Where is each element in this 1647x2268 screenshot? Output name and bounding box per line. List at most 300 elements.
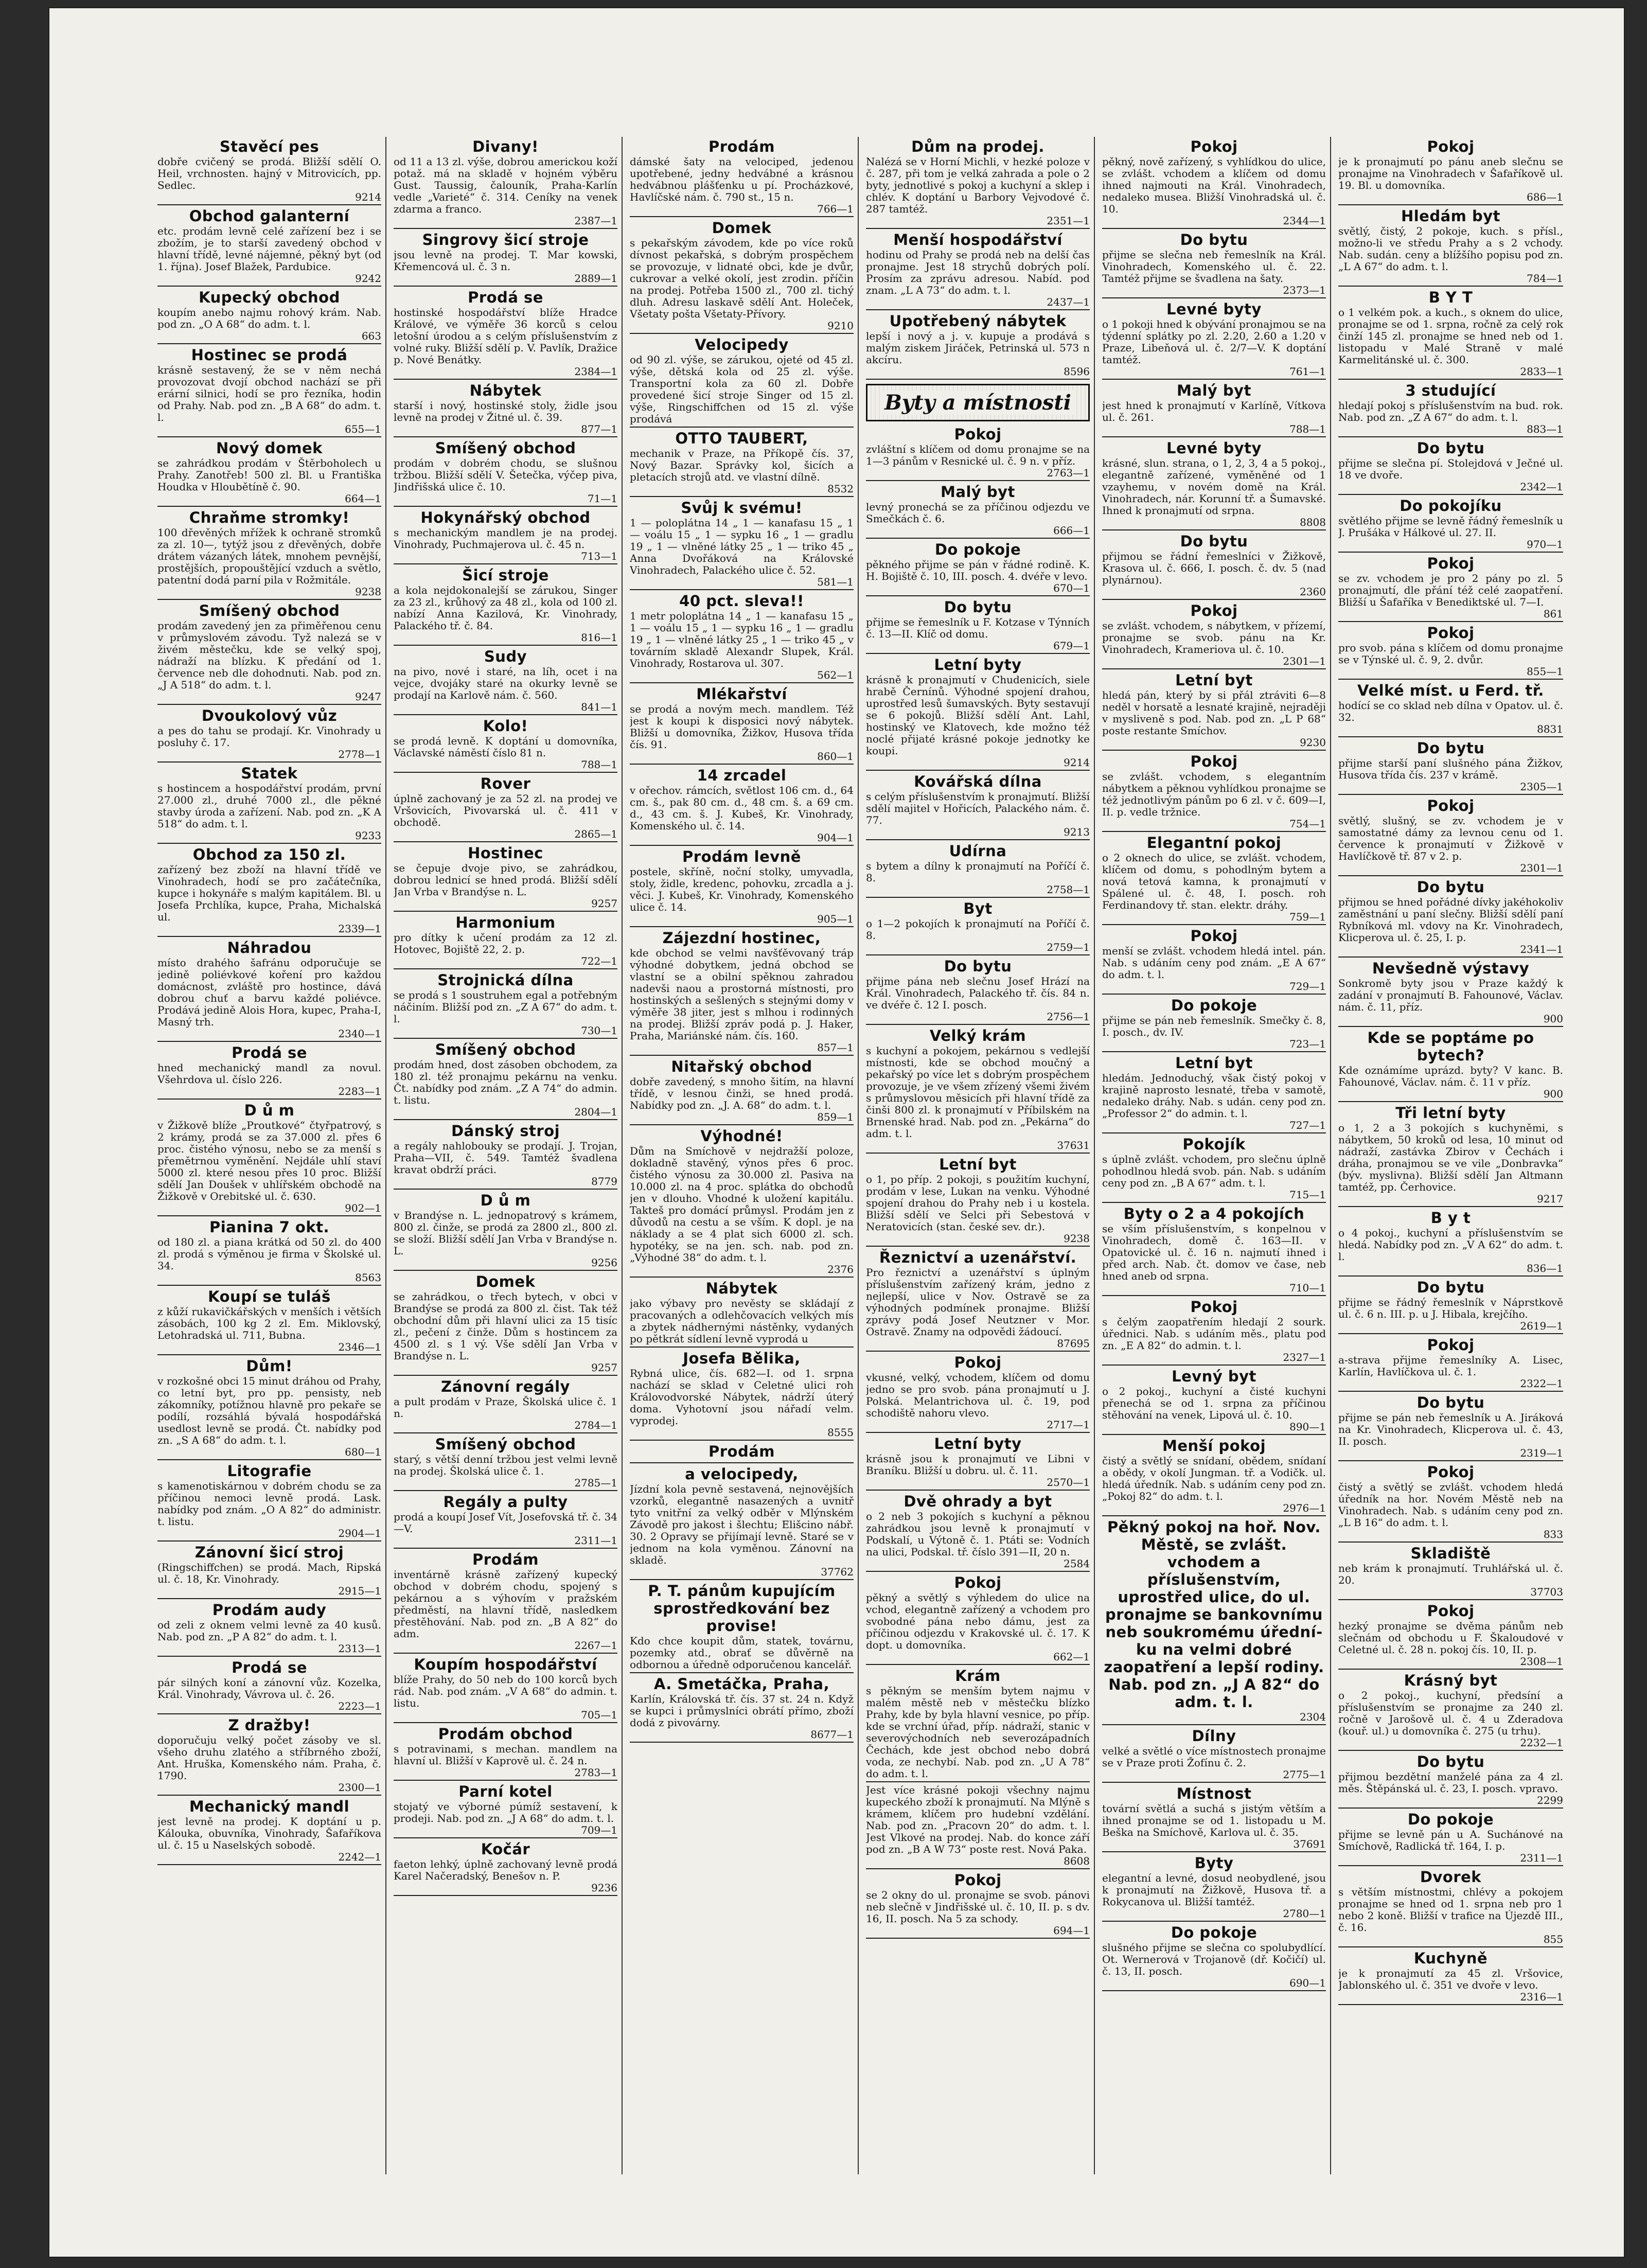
ad-text: v Brandýse n. L. jednopatrový s krámem, 800 zl. činže, se prodá za 2800 zl., 800 zl. se složí. Bližší sdělí Jan Vrba v Brandýse n. L. (394, 1209, 617, 1257)
classified-ad (630, 685, 854, 765)
ad-number: 836—1 (1527, 1262, 1563, 1274)
ad-text: dobře cvičený se prodá. Bližší sdělí O. Heil, vrchnosten. hajný v Mitrovicích, pp. Sedlec. (157, 155, 381, 191)
classified-ad (866, 483, 1090, 539)
ad-number: 857—1 (817, 1041, 854, 1054)
ad-number: 727—1 (1289, 1119, 1326, 1131)
ad-text: s kamenotiskárnou v dobrém chodu se za příčinou nemoci levně prodá. Lask. nabídky pod znám. „O A 82“ do administr. t. listu. (157, 1480, 381, 1528)
ad-text: přijmou se řádní řemeslníci v Žižkově, Krasova ul. č. 666, I. posch. č. dv. 5 (nad plynárnou). (1102, 550, 1326, 586)
ad-heading: Pokoj (954, 1871, 1002, 1889)
ad-text: Rybná ulice, čís. 682—I. od 1. srpna nachází se sklad v Celetné ulici roh Královodvorské Nábytek, nádrží úterý doma. Vyhotovní jsou nářadí velm. vyprodej. (630, 1367, 854, 1427)
ad-heading: Prodá se (232, 1659, 307, 1676)
ad-text: se čepuje dvoje pivo, se zahrádkou, dobrou lednicí se hned prodá. Bližší sdělí Jan Vrba v Brandýse n. L. (394, 862, 617, 898)
ad-number: 2763—1 (1047, 467, 1090, 479)
classified-ad (1338, 1545, 1563, 1600)
classified-ad (1102, 382, 1326, 437)
ad-text: se zvlášt. vchodem, s nábytkem, v přízemí, pronajme se svob. pánu na Kr. Vinohradech, Krameriova ul. č. 10. (1102, 619, 1326, 655)
ad-number: 9213 (1064, 826, 1090, 838)
ad-text: se zvlášt. vchodem, s elegantním nábytkem a pěknou vyhlídkou pronajme se též jednotlivým pánům po 6 zl. v č. 609—I, II. p. vedle tržnice. (1102, 770, 1326, 818)
ad-number: 8563 (355, 1271, 381, 1284)
ad-heading: Dům! (246, 1357, 293, 1375)
ad-text: prodám hned, dost zásoben obchodem, za 180 zl. též pronajmu pekárnu na venku. Čt. nabídky pod znám. „Z A 74“ do admin. t. listu. (394, 1058, 617, 1106)
ad-heading: Letní byty (934, 656, 1022, 674)
classified-ad (866, 1435, 1090, 1491)
ad-heading: Domek (712, 219, 772, 237)
ad-text: v Žižkově blíže „Proutkové“ čtyřpatrový, s 2 krámy, prodá se za 37.000 zl. přes 6 proc. čistého výnosu, nebo se za menší s přemětrnou vyměnění. Nejdále uhlí staví 5000 zl. které nesou přes 10 proc. Bližší sdělí Jan Doušek v uhlířském obchodě na Žižkově v Orebitské ul. č. 630. (157, 1119, 381, 1202)
ad-text: přijme se řemeslník u F. Kotzase v Týnních č. 13—II. Klíč od domu. (866, 616, 1090, 640)
ad-heading: Parní kotel (458, 1783, 553, 1800)
ad-text: s kuchyní a pokojem, pekárnou s vedlejší místnosti, kde se obchod moučný a pekařský po více let s dobrým prospěchem provozuje, je ve všem zřízený všemi živém s průmyslovou měsicích při hlavní třídě za činši 800 zl. k pronajmutí v Příbilském na Brnenské hrad. Nab. pod zn. „Pekárna“ do adm. t. l. (866, 1044, 1090, 1140)
ad-number: 2232—1 (1520, 1737, 1563, 1749)
ad-heading: Pokoj (1427, 1602, 1475, 1620)
classified-ad (157, 207, 381, 287)
classified-ad (394, 289, 617, 380)
ad-heading: Letní byt (1175, 1054, 1253, 1072)
ad-heading: Pokoj (1190, 927, 1238, 945)
classified-ad (394, 1783, 617, 1838)
ad-heading: Hostinec (468, 844, 543, 862)
classified-ad (1102, 439, 1326, 530)
ad-text: (Ringschiffchen) se prodá. Mach, Ripská ul. č. 18, Kr. Vinohrady. (157, 1561, 381, 1585)
ad-heading: Kolo! (483, 717, 528, 735)
ad-text: starší i nový, hostinské stoly, židle jsou levně na prodej v Žitné ul. č. 39. (394, 399, 617, 423)
ad-heading: Dánský stroj (451, 1122, 560, 1140)
ad-number: 723—1 (1289, 1038, 1326, 1050)
ad-number: 663 (361, 330, 381, 342)
classified-ad (1102, 1368, 1326, 1435)
classified-ad (866, 598, 1090, 654)
ad-heading: Statek (241, 765, 298, 782)
ad-heading: Singrovy šicí stroje (422, 231, 589, 249)
ad-heading: Obchod galanterní (189, 207, 350, 225)
column-5 (1102, 137, 1331, 2174)
ad-heading: Pokoj (1190, 1298, 1238, 1316)
ad-text: elegantní a levné, dosud neobydlené, jsou k pronajmutí na Žižkově, Husova tř. a Rokycanova ul. Bližší tamtéž. (1102, 1872, 1326, 1908)
ad-text: o 2 neb 3 pokojích s kuchyní a pěknou zahrádkou jsou levně k pronajmutí v Podskalí, u Výtoně č. 1. Ptáti se: Vodních na ulici, Podskal. tř. číslo 391—II, 20 n. (866, 1510, 1090, 1558)
ad-number: 2780—1 (1283, 1907, 1326, 1920)
ad-number: 2360 (1300, 586, 1326, 598)
ad-heading: Pokoj (1427, 555, 1475, 572)
ad-number: 905—1 (817, 913, 854, 925)
ad-number: 904—1 (817, 831, 854, 844)
ad-text: s čelým zaopatřením hledají 2 sourk. úřednici. Nab. s udáním měs., platu pod zn. „E A 82“ do admin. t. l. (1102, 1316, 1326, 1352)
classified-ad (157, 1716, 381, 1796)
classified-ad (394, 509, 617, 564)
classified-ad (630, 138, 854, 217)
classified-ad (630, 1350, 854, 1441)
classified-ad (157, 1462, 381, 1541)
ad-text: čistý a světlý se zvlášt. vchodem hledá úředník na hor. Novém Městě neb na Vinohradech. Nab. s udáním ceny pod zn. „L B 16“ do adm. t. l. (1338, 1481, 1563, 1529)
ad-heading: Pokojík (1182, 1136, 1246, 1153)
ad-heading: Dům na prodej. (911, 138, 1044, 155)
ad-number: 2778—1 (338, 748, 381, 760)
ad-heading: Dílny (1192, 1727, 1236, 1745)
ad-number: 2283—1 (338, 1085, 381, 1097)
classified-ad (1338, 682, 1563, 737)
ad-text: 100 dřevěných mřížek k ochraně stromků za zl. 10—, tytýž jsou z dřevěných, dobře drátem vázaných látek, mnohem pevnější, prostějších, propouštějící vzduch a světlo, patentní dodá parní pila v Rožmitále. (157, 526, 381, 586)
ad-text: stojatý ve výborné púmíž sestavení, k prodeji. Nab. pod zn. „J A 68“ do adm. t. l. (394, 1800, 617, 1824)
ad-heading: Obchod za 150 zl. (192, 846, 346, 863)
ad-text: s větším místnostmi, chlévy a pokojem pronajme se hned od 1. srpna neb pro 1 nebo 2 koně. Bližší v trafice na Újezdě III., č. 16. (1338, 1886, 1563, 1934)
ad-number: 833 (1543, 1528, 1563, 1540)
classified-ad (1338, 289, 1563, 380)
ad-text: neb krám k pronajmutí. Truhlářská ul. č. 20. (1338, 1562, 1563, 1586)
ad-heading: Hokynářský obchod (420, 509, 591, 526)
ad-heading: Náhradou (227, 939, 312, 956)
ad-number: 713—1 (581, 550, 617, 562)
ad-number: 2304 (1300, 1711, 1326, 1723)
ad-number: 2889—1 (574, 272, 617, 285)
ad-number: 784—1 (1527, 272, 1563, 285)
ad-heading: Sudy (484, 648, 527, 665)
ad-text: se zv. vchodem je pro 2 pány po zl. 5 pronajmutí, dle přání též celé zaopatření. Bližší u Šafaříka v Benediktské ul. 7—I. (1338, 572, 1563, 608)
ad-number: 2267—1 (574, 1639, 617, 1652)
ad-number: 710—1 (1289, 1282, 1326, 1294)
ad-number: 902—1 (345, 1202, 381, 1214)
classified-ad (630, 1582, 854, 1673)
ad-text: přijme se slečna neb řemeslník na Král. Vinohradech, Komenského ul. č. 22. Tamtéž přijme se švadlena na šaty. (1102, 249, 1326, 285)
ad-heading: Do bytu (1180, 231, 1248, 249)
newspaper-page (49, 8, 1624, 2257)
ad-number: 759—1 (1289, 911, 1326, 923)
ad-heading: Krám (955, 1667, 1001, 1685)
ad-number: 705—1 (581, 1709, 617, 1721)
classified-ad (1338, 1104, 1563, 1207)
ad-heading: Prodá se (468, 289, 543, 306)
classified-ad (1338, 1463, 1563, 1543)
classified-ad (630, 219, 854, 334)
ad-number: 715—1 (1289, 1189, 1326, 1201)
ad-text: přijmou bezdětní manželé pána za 4 zl. měs. Štěpánská ul. č. 23, I. posch. vpravo. (1338, 1770, 1563, 1795)
classified-ad (866, 1667, 1090, 1782)
ad-number: 2619—1 (1520, 1320, 1563, 1332)
ad-number: 8532 (827, 483, 854, 495)
classified-ad (1338, 1950, 1563, 2005)
ad-heading: Svůj k svému! (681, 499, 803, 517)
ad-text: tovární světlá a suchá s jistým větším a ihned pronajme se od 1. listopadu u M. Beška na Smíchově, Karlova ul. č. 35. (1102, 1802, 1326, 1838)
classified-ad (1102, 997, 1326, 1052)
ad-text: se zahrádkou, o třech bytech, v obci v Brandýse se prodá za 800 zl. čist. Tak též obchodní dům při hlavní ulici za 15 tisíc zl., pečení z činže. Dům s hostincem za 4500 zl. s 1 vý. Vše sdělí Jan Vrba v Brandýse n. L. (394, 1290, 617, 1362)
classified-columns (157, 137, 1567, 2174)
classified-ad (394, 971, 617, 1039)
ad-number: 2376 (827, 1263, 854, 1275)
classified-ad (1338, 1394, 1563, 1461)
classified-ad (394, 1551, 617, 1654)
ad-number: 2301—1 (1283, 655, 1326, 667)
ad-text: koupím anebo najmu rohový krám. Nab. pod zn. „O A 68“ do adm. t. l. (157, 306, 381, 330)
ad-number: 8555 (827, 1426, 854, 1439)
ad-number: 841—1 (581, 701, 617, 713)
classified-ad (157, 1102, 381, 1216)
ad-text: krásné, slun. strana, o 1, 2, 3, 4 a 5 pokoj., elegantně zařízené, vyměněné od 1 vzayhemu, v novém domě na Král. Vinohradech, nár. Korunní tř. a Šumavské. Ihned k pronajmutí od srpna. (1102, 457, 1326, 517)
ad-number: 890—1 (1289, 1421, 1326, 1433)
ad-text: velké a světlé o více místnostech pronajme se v Praze proti Žofínu č. 2. (1102, 1745, 1326, 1769)
classified-ad (157, 138, 381, 205)
ad-heading: Byt (963, 900, 993, 917)
classified-ad (1338, 1602, 1563, 1670)
ad-text: se 2 okny do ul. pronajme se svob. pánovi neb slečně v Jindřišské ul. č. 10, II. p. s dv. 16, II. posch. Na 5 za schody. (866, 1889, 1090, 1925)
ad-number: 2305—1 (1520, 781, 1563, 793)
ad-heading: Do bytu (1416, 1753, 1485, 1770)
ad-text: prodám v dobrém chodu, se slušnou tržbou. Bližší sdělí V. Šetečka, výčep piva, Jindřišská ulice č. 10. (394, 457, 617, 493)
ad-number: 2833—1 (1520, 365, 1563, 378)
ad-number: 9238 (355, 586, 381, 598)
ad-text: Sonkromě byty jsou v Praze každý k zadání v pronajmutí B. Fahounové, Václav. nám. č. 11, příz. (1338, 977, 1563, 1013)
ad-text: jako výbavy pro nevěsty se skládají z pracovaných a odlehčovacích velkých mís a zbytek nádhernými nástěnky, vydaných po pětkrát sídlení levně vyprodá u (630, 1297, 854, 1345)
classified-ad (157, 707, 381, 763)
ad-number: 37631 (1057, 1139, 1090, 1151)
ad-number: 2311—1 (574, 1534, 617, 1547)
ad-number: 2242—1 (338, 1851, 381, 1863)
classified-ad (866, 426, 1090, 481)
ad-heading: Strojnická dílna (437, 971, 574, 989)
ad-text: přijme se pán neb řemeslník. Smečky č. 8, I. posch., dv. IV. (1102, 1014, 1326, 1038)
ad-number: 855—1 (1527, 665, 1563, 678)
ad-heading: Do pokoje (1407, 1811, 1494, 1828)
ad-heading: Do bytu (1416, 439, 1485, 457)
ad-text: přijme starší paní slušného pána Žižkov, Husova třída čís. 237 v krámě. (1338, 757, 1563, 781)
ad-heading: Pokoj (1427, 1336, 1475, 1354)
ad-heading: Prodám levně (682, 848, 801, 865)
ad-number: 2223—1 (338, 1700, 381, 1712)
ad-text: krásně sestavený, že se v něm nechá provozovat dvojí obchod nachází se při erární silnici, hodí se pro řezníka, hodin od Prahy. Nab. pod zn. „B A 68“ do adm. t. l. (157, 364, 381, 423)
ad-text: a regály nahlobouky se prodají. J. Trojan, Praha—VII, č. 549. Tamtéž švadlena kravat obdrží práci. (394, 1140, 617, 1176)
ad-heading: OTTO TAUBERT, (675, 430, 808, 447)
ad-heading: 14 zrcadel (697, 767, 787, 784)
ad-heading: A. Smetáčka, Praha, (653, 1675, 830, 1693)
ad-text: je k pronajmutí po pánu aneb slečnu se pronajme na Vinohradech v Šafaříkově ul. 19. Bl. u domovníka. (1338, 155, 1563, 191)
ad-heading: Prodám (472, 1551, 539, 1568)
ad-heading: Do bytu (944, 598, 1012, 616)
ad-heading: Pokoj (1190, 753, 1238, 770)
ad-heading: Zájezdní hostinec, (662, 929, 821, 947)
classified-ad (1338, 1029, 1563, 1102)
ad-heading: Letní byt (939, 1156, 1017, 1173)
ad-number: 2308—1 (1520, 1655, 1563, 1668)
ad-number: 2758—1 (1047, 883, 1090, 896)
ad-number: 2717—1 (1047, 1419, 1090, 1431)
ad-number: 2346—1 (338, 1341, 381, 1353)
classified-ad (157, 509, 381, 600)
classified-ad (1102, 300, 1326, 380)
ad-text: a pes do tahu se prodají. Kr. Vinohrady u posluhy č. 17. (157, 724, 381, 749)
ad-heading: Koupí se tuláš (208, 1288, 331, 1305)
ad-text: hodinu od Prahy se prodá neb na delší čas pronajme. Jest 18 strychů dobrých polí. Prosím za zprávu adresou. Nabíd. pod znam. „L A 73“ do adm. t. l. (866, 249, 1090, 296)
ad-number: 680—1 (345, 1446, 381, 1458)
ad-heading: Nábytek (469, 382, 542, 399)
classified-ad (1338, 1336, 1563, 1392)
classified-ad (157, 846, 381, 937)
ad-text: přijme pána neb slečnu Josef Hrází na Král. Vinohradech, Palackého tř. čís. 84 n. ve dvéře č. 12 I. posch. (866, 975, 1090, 1011)
ad-number: 2915—1 (338, 1585, 381, 1597)
classified-ad (394, 382, 617, 437)
classified-ad (866, 656, 1090, 771)
ad-number: 664—1 (345, 492, 381, 505)
ad-text: a-strava přijme řemeslníky A. Lisec, Karlín, Havlíčkova ul. č. 1. (1338, 1354, 1563, 1378)
ad-number: 2437—1 (1047, 296, 1090, 308)
classified-ad (394, 1122, 617, 1190)
ad-heading: Prodá se (232, 1044, 307, 1061)
classified-ad (394, 1041, 617, 1120)
ad-text: přijme se levně pán u A. Suchánové na Smíchově, Radlická tř. 164, I. p. (1338, 1828, 1563, 1852)
ad-text: přijme se řádný řemeslník v Náprstkově ul. č. 6 n. III. p. u J. Hibala, krejčího. (1338, 1296, 1563, 1320)
ad-heading: Elegantní pokoj (1146, 834, 1282, 852)
ad-heading: Krásný byt (1404, 1672, 1498, 1689)
ad-heading: Rover (480, 775, 531, 792)
classified-ad (866, 138, 1090, 229)
classified-ad (394, 1436, 617, 1491)
classified-ad (157, 1288, 381, 1355)
ad-number: 2341—1 (1520, 943, 1563, 955)
ad-number: 2384—1 (574, 365, 617, 378)
ad-number: 8831 (1537, 723, 1563, 735)
ad-heading: Z dražby! (228, 1716, 311, 1734)
ad-number: 9257 (591, 897, 617, 910)
ad-text: Dům na Smíchově v nejdražší poloze, dokladně stavěný, výnos přes 6 proc. čistého výnosu za 30.000 zl. Pasiva na 10.000 zl. na 4 proc. splátka do obchodů jen v dlouho. Vhodné k uložení kapitálu. Takteš pro domácí průmysl. Prodám jen z důvodů na cestu a se vším. K dopl. je na náklady a se 4 plat sich 6000 zl. sch. hypotéky, se na jen. sch. nab. pod zn. „Výhodné 38“ do adm. t. l. (630, 1145, 854, 1264)
ad-number: 662—1 (1053, 1651, 1090, 1663)
ad-number: 87695 (1057, 1337, 1090, 1350)
classified-ad (1102, 533, 1326, 600)
ad-heading: Do pokoje (1171, 1924, 1258, 1941)
ad-number: 8608 (1064, 1855, 1090, 1867)
ad-text: o 1, 2 a 3 pokojích s kuchyněmi, s nábytkem, 50 kroků od lesa, 10 minut od nádraží, zastávka Zbirov v Čechách i dráha, pronajmou se ve vile „Donbravka“ (býv. myslivna). Bližší sdělí Jan Altmann tamtéž, pp. Čerhovice. (1338, 1122, 1563, 1193)
ad-number: 2313—1 (338, 1642, 381, 1655)
ad-text: je k pronajmutí za 45 zl. Vršovice, Jablonského ul. č. 351 ve dvoře v levo. (1338, 1967, 1563, 1991)
column-4 (866, 137, 1095, 2174)
ad-number: 2904—1 (338, 1527, 381, 1539)
ad-text: hezký pronajme se dvěma pánům neb slečnám od obchodu u F. Škaloudové v Celetné ul. č. 28 n. pokoj čís. 10, II. p. (1338, 1620, 1563, 1656)
ad-heading: Tři letní byty (1395, 1104, 1506, 1122)
ad-heading: Do bytu (1416, 878, 1485, 896)
ad-number: 9256 (591, 1256, 617, 1269)
ad-text: jsou levně na prodej. T. Mar kowski, Křemencová ul. č. 3 n. (394, 249, 617, 273)
ad-text: přijmou se hned pořádné dívky jakéhokoliv zaměstnání u paní slečny. Bližší sdělí paní Rybníková ml. vdovy na Kr. Vinohradech, Klicperova ul. č. 25, I. p. (1338, 896, 1563, 944)
ad-number: 2785—1 (574, 1477, 617, 1489)
ad-heading: B y t (1430, 1209, 1471, 1227)
classified-ad (394, 1192, 617, 1271)
ad-number: 766—1 (817, 203, 854, 215)
ad-heading: Výhodné! (700, 1127, 783, 1145)
classified-ad (1102, 1054, 1326, 1133)
ad-number: 2387—1 (574, 215, 617, 227)
classified-ad (630, 1443, 854, 1463)
ad-heading: Do bytu (1416, 739, 1485, 757)
ad-text: menší se zvlášt. vchodem hledá intel. pán. Nab. s udáním ceny pod znám. „E A 67“ do adm. t. l. (1102, 945, 1326, 981)
ad-text: jest hned k pronajmutí v Karlíně, Vítkova ul. č. 261. (1102, 399, 1326, 423)
ad-text: Kde oznámíme uprázd. byty? V kanc. B. Fahounové, Václav. nám. č. 11 v příz. (1338, 1064, 1563, 1088)
ad-heading: 40 pct. sleva!! (679, 592, 804, 610)
ad-number: 2319—1 (1520, 1447, 1563, 1459)
ad-number: 2322—1 (1520, 1377, 1563, 1390)
ad-text: Pro řeznictví a uzenářství s úplným příslušenstvím zařízený krám, jedno z nejlepší, ulice v Nov. Ostravě se za výhodných podmínek pronajme. Bližší zprávy podá Josef Neutzner v Mor. Ostravě. Znamy na odpovědi žádoucí. (866, 1266, 1090, 1338)
ad-number: 694—1 (1053, 1924, 1090, 1937)
ad-heading: Dvoukolový vůz (201, 707, 338, 724)
ad-heading: Kočár (481, 1840, 530, 1858)
ad-heading: Pokoj (1427, 138, 1475, 155)
classified-ad (1102, 1727, 1326, 1783)
classified-ad (1338, 382, 1563, 437)
ad-number: 9233 (355, 829, 381, 842)
ad-text: přijme se slečna pí. Stolejdová v Ječné ul. 18 ve dvoře. (1338, 457, 1563, 481)
ad-heading: Velocipedy (695, 336, 789, 353)
classified-ad (866, 1156, 1090, 1247)
ad-text: dámské šaty na velociped, jedenou upotřebené, jedny hedvábné a krásnou hedvábnou plášťenku u pí. Procházkové, Havlíčské nám. č. 790 st., 15 n. (630, 155, 854, 203)
classified-ad (1338, 1279, 1563, 1334)
ad-text: krásně jsou k pronajmutí ve Libni v Braníku. Bližší u dobru. ul. č. 11. (866, 1452, 1090, 1477)
classified-ad (157, 1544, 381, 1599)
ad-number: 562—1 (817, 669, 854, 681)
classified-ad (394, 717, 617, 773)
ad-heading: Josefa Bělika, (683, 1350, 801, 1367)
classified-ad (1338, 207, 1563, 287)
ad-text: slušného přijme se slečna co spolubydlící. Ot. Wernerová v Trojanově (dř. Kočičí) ul. č. 13, II. posch. (1102, 1941, 1326, 1977)
ad-heading: Kuchyně (1413, 1950, 1488, 1967)
ad-heading: Prodám obchod (438, 1725, 573, 1743)
ad-number: 2584 (1064, 1557, 1090, 1570)
classified-ad (394, 1493, 617, 1549)
ad-heading: Pokoj (954, 426, 1002, 443)
ad-text: z kůží rukavičkářských v menších i větších zásobách, 100 kg 2 zl. Em. Miklovský, Letohradská ul. 711, Bubna. (157, 1305, 381, 1341)
ad-heading: Zánovní šicí stroj (194, 1544, 344, 1561)
ad-heading: Kovářská dílna (914, 773, 1042, 790)
classified-ad (630, 592, 854, 683)
ad-heading: Nitařský obchod (671, 1058, 812, 1075)
ad-number: 71—1 (587, 492, 617, 505)
ad-number: 8677—1 (810, 1728, 854, 1741)
ad-number: 2344—1 (1283, 215, 1326, 227)
ad-heading: Levné byty (1166, 300, 1262, 318)
ad-text: faeton lehký, úplně zachovaný levně prodá Karel Načeradský, Benešov n. P. (394, 1858, 617, 1882)
ad-number: 2339—1 (338, 923, 381, 935)
ad-text: Jízdní kola pevně sestavená, nejnovějších vzorků, elegantně nasazených a uvnitř tyto vnitřní za velký odběr v Mlýnském Závodě pro jakost i šlechtu; Elišcino nábř. 30. 2 Opravy se přijímají levně. Staré se v jednom na kola vyměnou. Zánovní na skladě. (630, 1483, 854, 1566)
ad-heading: Do bytu (1416, 1279, 1485, 1296)
classified-ad (394, 138, 617, 229)
ad-text: 1 metr poloplátna 14 „ 1 — kanafasu 15 „ 1 — voálu 15 „ 1 — sypku 16 „ 1 — gradlu 19 „ 1 — vlněné látky 25 „ 1 — triko 45 „ v továrním skladě Alexandr Slupek, Král. Vinohrady, Rostarova ul. 307. (630, 610, 854, 669)
ad-text: jest levně na prodej. K doptání u p. Kálouka, obuvníka, Vinohrady, Šafaříkova ul. č. 15 u Naselských sobodě. (157, 1815, 381, 1851)
ad-text: Karlín, Královská tř. čís. 37 st. 24 n. Když se kupci i průmyslníci obrátí přímo, zboží dodá z pivovárny. (630, 1693, 854, 1729)
ad-text: hned mechanický mandl za novul. Všehrdova ul. číslo 226. (157, 1061, 381, 1086)
ad-number: 2351—1 (1047, 215, 1090, 227)
ad-number: 9257 (591, 1361, 617, 1374)
ad-number: 2316—1 (1520, 1991, 1563, 2003)
ad-text: hledají pokoj s příslušenstvím na bud. rok. Nab. pod zn. „Z A 67“ do adm. t. l. (1338, 399, 1563, 423)
ad-heading: Řeznictví a uzenářství. (879, 1249, 1077, 1266)
ad-heading: Letní byty (934, 1435, 1022, 1452)
ad-text: krásně k pronajmutí v Chudenicích, siele hrabě Černínů. Výhodné spojení drahou, uprostřed lesů šumavských. Byty sestavují se 6 pokojů. Bližší sdělí Ant. Lahl, hostinský ve Klatovech, kde možno též noclé přijaté krásné pokoje jednotky ke koupi. (866, 674, 1090, 757)
ad-number: 2342—1 (1520, 481, 1563, 493)
ad-text: čistý a světlý se snídaní, obědem, snídaní a obědy, v okolí Jungman. tř. a Vodičk. ul. hledá úředník. Nab. s udáním ceny pod zn. „Pokoj 82“ do adm. t. l. (1102, 1455, 1326, 1502)
ad-heading: Letní byt (1175, 671, 1253, 689)
classified-ad (394, 1840, 617, 1896)
ad-heading: Mechanický mandl (189, 1798, 350, 1815)
ad-heading: Zánovní regály (441, 1378, 570, 1395)
ad-heading: Pokoj (1427, 797, 1475, 814)
classified-ad (1338, 439, 1563, 495)
ad-number: 855 (1543, 1933, 1563, 1945)
classified-ad (1102, 602, 1326, 669)
ad-number: 581—1 (817, 576, 854, 588)
classified-ad (394, 1656, 617, 1723)
ad-text: pro svob. pána s klíčem od domu pronajme se v Týnské ul. č. 9, 2. dvůr. (1338, 642, 1563, 666)
ad-text: o 2 oknech do ulice, se zvlášt. vchodem, klíčem od domu, s pohodlným bytem a nová tetová kamna, k pronajmutí v Spálené ul. č. 48, I. posch. roh Ferdinandovy tř. stan. elektr. dráhy. (1102, 852, 1326, 911)
ad-heading: Harmonium (455, 914, 556, 931)
classified-ad (630, 767, 854, 846)
ad-heading: Divany! (472, 138, 539, 155)
ad-number: 709—1 (581, 1824, 617, 1836)
ad-text: se prodá s 1 soustruhem egal a potřebným náčiním. Bližší pod zn. „Z A 67“ do adm. t. l. (394, 989, 617, 1025)
ad-number: 2311—1 (1520, 1852, 1563, 1864)
ad-number: 2300—1 (338, 1781, 381, 1794)
ad-text: zvláštní s klíčem od domu pronajme se na 1—3 pánům v Resnické ul. č. 9 n. v příz. (866, 443, 1090, 467)
